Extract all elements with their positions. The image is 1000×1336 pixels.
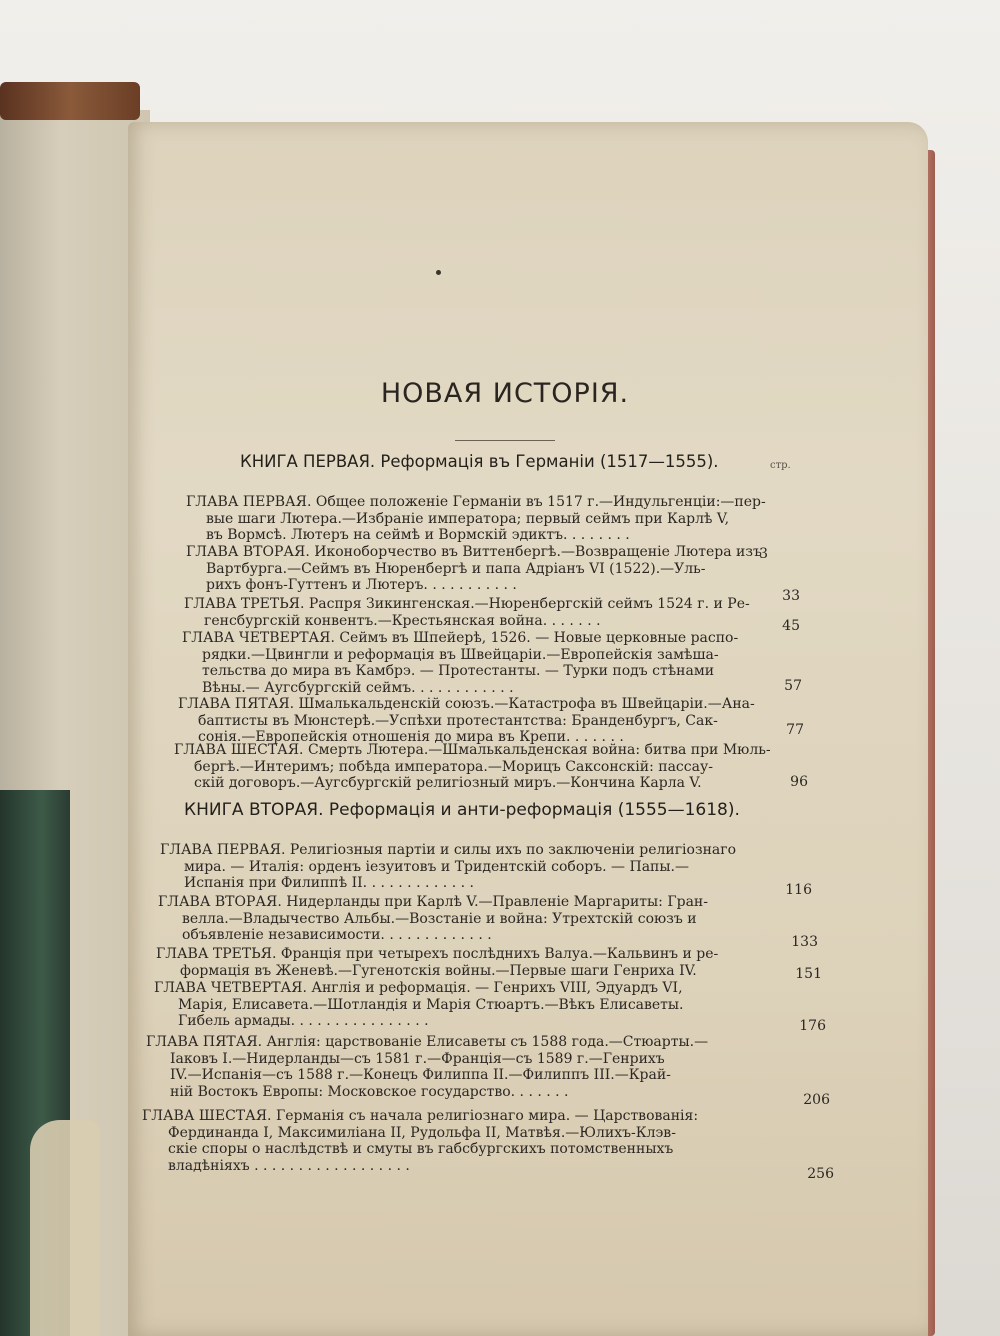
toc-entry — [160, 842, 736, 892]
page-number: 57 — [784, 678, 802, 694]
page-title: НОВАЯ ИСТОРІЯ. — [380, 378, 630, 409]
entry-line: IV.—Испанія—съ 1588 г.—Конецъ Филиппа II.—Филиппъ III.—Край- — [170, 1067, 671, 1083]
entry-line: Марія, Елисавета.—Шотландія и Марія Стюартъ.—Вѣкъ Елисаветы. — [178, 996, 684, 1013]
entry-line: Вѣны.— Аугсбургскій сеймъ. . . . . . . . . . . . — [202, 679, 514, 696]
entry-line: Фердинанда I, Максимиліана II, Рудольфа II, Матвѣя.—Юлихъ-Клэв- — [168, 1124, 676, 1141]
entry-line: Іаковъ I.—Нидерланды—съ 1581 г.—Франція—съ 1589 г.—Генрихъ — [170, 1050, 665, 1067]
toc-entry — [154, 980, 684, 1030]
toc-entry — [184, 596, 750, 629]
torn-endpaper — [30, 1120, 100, 1336]
page-number: 151 — [795, 966, 822, 982]
title-rule — [455, 440, 555, 441]
entry-line: Испанія при Филиппѣ II. . . . . . . . . . . . . — [184, 875, 474, 891]
entry-line: бергѣ.—Интеримъ; побѣда императора.—Морицъ Саксонскій: пассау- — [194, 758, 713, 775]
entry-line: тельства до мира въ Камбрэ. — Протестанты. — Турки подъ стѣнами — [202, 663, 715, 679]
entry-line: ГЛАВА ПЯТАЯ. Англія: царствованіе Елисаветы съ 1588 года.—Стюарты.— — [146, 1034, 709, 1050]
toc-entry — [174, 742, 771, 792]
entry-line: ГЛАВА ШЕСТАЯ. Германія съ начала религіознаго мира. — Царствованія: — [142, 1108, 699, 1124]
entry-line: ГЛАВА ВТОРАЯ. Иконоборчество въ Виттенбергѣ.—Возвращеніе Лютера изъ — [186, 544, 762, 560]
entry-line: ГЛАВА ПЕРВАЯ. Религіозныя партіи и силы ихъ по заключеніи религіознаго — [160, 842, 737, 858]
toc-entry — [158, 894, 708, 944]
toc-entry — [156, 946, 718, 979]
toc-entry — [146, 1034, 708, 1100]
entry-line: объявленіе независимости. . . . . . . . . . . . . — [182, 927, 492, 943]
book1-heading: КНИГА ПЕРВАЯ. Реформація въ Германіи (1517—1555). — [240, 452, 719, 471]
entry-line: вые шаги Лютера.—Избраніе императора; первый сеймъ при Карлѣ V, — [206, 510, 730, 527]
entry-line: баптисты въ Мюнстерѣ.—Успѣхи протестантства: Бранденбургъ, Сак- — [198, 712, 718, 729]
toc-entry — [186, 494, 766, 544]
entry-line: ГЛАВА ЧЕТВЕРТАЯ. Сеймъ въ Шпейерѣ, 1526. — Новые церковные распо- — [182, 630, 739, 646]
toc-entry — [186, 544, 762, 594]
page-number: 77 — [786, 722, 804, 738]
toc-entry — [178, 696, 755, 746]
entry-line: сонія.—Европейскія отношенія до мира въ Крепи. . . . . . . — [198, 729, 624, 745]
page-number: 33 — [782, 588, 800, 604]
entry-line: ГЛАВА ПЯТАЯ. Шмалькальденскій союзъ.—Катастрофа въ Швейцаріи.—Ана- — [178, 696, 755, 712]
page-number: 256 — [807, 1166, 834, 1182]
page-number: 176 — [799, 1018, 826, 1034]
entry-line: Вартбурга.—Сеймъ въ Нюренбергѣ и папа Адріанъ VI (1522).—Уль- — [206, 560, 706, 577]
toc-entry — [142, 1108, 698, 1174]
entry-line: мира. — Италія: орденъ іезуитовъ и Тридентскій соборъ. — Папы.— — [184, 858, 689, 875]
entry-line: рихъ фонъ-Гуттенъ и Лютеръ. . . . . . . . . . . — [206, 577, 517, 593]
book-spine-top — [0, 82, 140, 120]
entry-line: ГЛАВА ТРЕТЬЯ. Франція при четырехъ послѣднихъ Валуа.—Кальвинъ и ре- — [156, 946, 719, 962]
entry-line: ГЛАВА ЧЕТВЕРТАЯ. Англія и реформація. — Генрихъ VIII, Эдуардъ VI, — [154, 980, 683, 996]
entry-line: ГЛАВА ТРЕТЬЯ. Распря Зикингенская.—Нюренбергскій сеймъ 1524 г. и Ре- — [184, 596, 750, 612]
entry-line: скій договоръ.—Аугсбургскій религіозный миръ.—Кончина Карла V. — [194, 775, 702, 791]
page-number: 45 — [782, 618, 800, 634]
page-column-label: стр. — [770, 460, 791, 471]
entry-line: ГЛАВА ВТОРАЯ. Нидерланды при Карлѣ V.—Правленіе Маргариты: Гран- — [158, 894, 708, 910]
entry-line: формація въ Женевѣ.—Гугенотскія войны.—Первые шаги Генриха IV. — [180, 962, 697, 979]
page-number: 116 — [785, 882, 812, 898]
entry-line: ГЛАВА ШЕСТАЯ. Смерть Лютера.—Шмалькальденская война: битва при Мюль- — [174, 742, 771, 758]
entry-line: ГЛАВА ПЕРВАЯ. Общее положеніе Германіи въ 1517 г.—Индульгенціи:—пер- — [186, 494, 766, 510]
entry-line: скіе споры о наслѣдствѣ и смуты въ габсбургскихъ потомственныхъ — [168, 1141, 674, 1157]
page-number: 96 — [790, 774, 808, 790]
entry-line: велла.—Владычество Альбы.—Возстаніе и война: Утрехтскій союзъ и — [182, 910, 697, 927]
page-dot — [436, 270, 441, 275]
toc-entry — [182, 630, 738, 696]
page-number: 133 — [791, 934, 818, 950]
entry-line: ній Востокъ Европы: Московское государство. . . . . . . — [170, 1083, 569, 1100]
page-number: 3 — [759, 546, 768, 562]
entry-line: Гибель армады. . . . . . . . . . . . . . . . — [178, 1013, 429, 1029]
entry-line: владѣніяхъ . . . . . . . . . . . . . . . . . . — [168, 1157, 410, 1174]
book2-heading: КНИГА ВТОРАЯ. Реформація и анти-реформація (1555—1618). — [184, 800, 740, 820]
entry-line: рядки.—Цвингли и реформація въ Швейцаріи.—Европейскія замѣша- — [202, 646, 719, 663]
page-number: 206 — [803, 1092, 830, 1108]
entry-line: генсбургскій конвентъ.—Крестьянская война. . . . . . . — [204, 612, 601, 629]
entry-line: въ Вормсѣ. Лютеръ на сеймѣ и Вормскій эдиктъ. . . . . . . . — [206, 527, 630, 543]
